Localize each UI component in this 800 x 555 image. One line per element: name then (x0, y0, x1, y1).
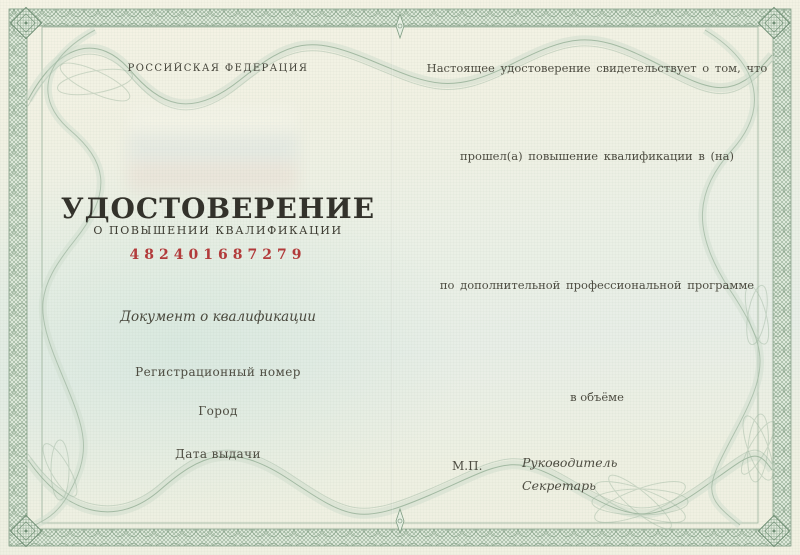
corner-rosettes (10, 7, 789, 546)
completion-line: прошел(а) повышение квалификации в (на) (460, 149, 734, 163)
secretary-signature-label: Секретарь (522, 478, 596, 493)
head-signature-label: Руководитель (522, 455, 618, 470)
country-label: РОССИЙСКАЯ ФЕДЕРАЦИЯ (127, 63, 309, 74)
statement-line: Настоящее удостоверение свидетельствует о том, что (426, 61, 768, 75)
certificate-title: УДОСТОВЕРЕНИЕ (60, 192, 376, 225)
document-type-label: Документ о квалификации (119, 309, 317, 325)
serial-number: 482401687279 (129, 247, 307, 263)
city-label: Город (198, 404, 238, 418)
volume-label: в объёме (570, 390, 624, 404)
certificate-subtitle: О ПОВЫШЕНИИ КВАЛИФИКАЦИИ (93, 224, 343, 237)
registration-number-label: Регистрационный номер (135, 365, 301, 379)
seal-label: М.П. (452, 459, 483, 473)
program-line: по дополнительной профессиональной программе (439, 278, 755, 292)
issue-date-label: Дата выдачи (175, 447, 261, 461)
flag-watermark (128, 104, 298, 192)
